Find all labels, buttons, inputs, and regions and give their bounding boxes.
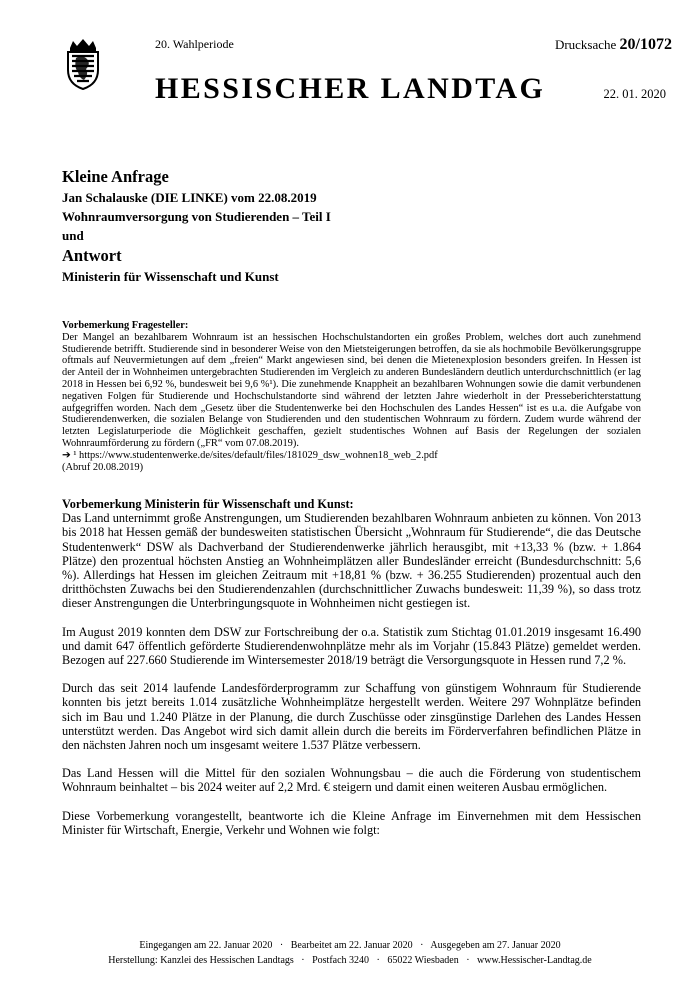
ministerin-paragraph-4: Das Land Hessen will die Mittel für den sozialen Wohnungsbau – die auch die Förderung von studentischem Wohnraum beinhaltet – bis 2024 weiter auf 2,2 Mrd. € steigern und damit einen weiteren Ausbau ermöglichen. (62, 766, 641, 795)
ministerin-paragraph-1: Das Land unternimmt große Anstrengungen, um Studierenden bezahlbaren Wohnraum anbieten zu können. Von 2013 bis 2018 hat Hessen gemäß der bundesweiten statistischen Übersicht „Wohnraum für Studierende“, die das Deutsche Studentenwerk“ DSW als Dachverband der Studierendenwerke jährlich herausgibt, mit +13,33 % (bzw. + 1.864 Plätze) den prozentual höchsten Anstieg an Wohnheimplätzen aller Bundesländer erreicht (Bundesdurchschnitt: 5,6 %). Allerdings hat Hessen im gleichen Zeitraum mit +18,81 % (bzw. + 36.255 Studierenden) prozentual auch den dritthöchsten Zuwachs bei den Studierendenzahlen (durchschnittlicher Zuwachs bundesweit: 11,39 %), so dass trotz dieser Anstrengungen die Unterbringungsquote in Wohnheimen nicht gestiegen ist. (62, 511, 641, 611)
answer-label: Antwort (62, 246, 122, 265)
topic-line: Wohnraumversorgung von Studierenden – Teil I (62, 209, 331, 224)
ministerin-paragraph-2: Im August 2019 konnten dem DSW zur Fortschreibung der o.a. Statistik zum Stichtag 01.01.2019 insgesamt 16.490 und damit 647 öffentlich geförderte Studierendenwohnplätze mehr als im Vorjahr (15.843 Plätze) gemeldet werden. Bezogen auf 227.660 Studierende im Wintersemester 2018/19 beträgt die Versorgungsquote in Hessen rund 7,2 %. (62, 624, 641, 668)
footnote (62, 450, 641, 462)
footer-line-2: Herstellung: Kanzlei des Hessischen Landtags · Postfach 3240 · 65022 Wiesbaden · www.Hessischer-Landtag.de (108, 955, 592, 966)
ministerin-section (62, 497, 641, 851)
footnote-link[interactable]: ¹ https://www.studentenwerke.de/sites/default/files/181029_dsw_wohnen18_web_2.pdf (73, 449, 438, 461)
hessen-crest-icon (62, 38, 104, 90)
ministry-line: Ministerin für Wissenschaft und Kunst (62, 269, 279, 284)
footnote-date: (Abruf 20.08.2019) (62, 461, 144, 473)
ministerin-paragraph-3: Durch das seit 2014 laufende Landesförderprogramm zur Schaffung von günstigem Wohnraum für Studierende konnten bis jetzt bereits 1.014 zusätzliche Wohnheimplätze hergestellt werden. Weitere 297 Wohnplätze befinden sich im Bau und 1.240 Plätze in der Planung, die durch Zuschüsse oder zinsgünstige Darlehen des Landes Hessen unterstützt werden. Das Angebot wird sich damit allein durch die bereits im Förderverfahren befindlichen Plätze in den nächsten Jahren noch um insgesamt weitere 1.537 Plätze verbessern. (62, 681, 641, 753)
document-type: Kleine Anfrage (62, 167, 169, 186)
und-line: und (62, 228, 84, 243)
fragesteller-section (62, 320, 641, 473)
author-line: Jan Schalauske (DIE LINKE) vom 22.08.2019 (62, 190, 317, 205)
wahlperiode: 20. Wahlperiode (155, 37, 234, 51)
title-block (62, 166, 662, 286)
drucksache-label: Drucksache (554, 37, 617, 52)
ministerin-heading: Vorbemerkung Ministerin für Wissenschaft und Kunst: (62, 497, 354, 511)
drucksache (555, 36, 672, 54)
drucksache-number: 20/1072 (619, 36, 672, 53)
page-footer (0, 938, 700, 968)
fragesteller-heading: Vorbemerkung Fragesteller: (62, 320, 189, 331)
fragesteller-text: Der Mangel an bezahlbarem Wohnraum ist an hessischen Hochschulstandorten ein großes Problem, welches dort auch zunehmend Studierende betrifft. Studierende sind in besonderer Weise von den Mietsteigerungen betroffen, da sie als hochmobile Bevölkerungsgruppe oftmals auf Neuvermietungen auf dem „freien“ Markt angewiesen sind, bei denen die Mietenexplosion besonders greifen. In Hessen ist der Anteil der in Wohnheimen untergebrachten Studierenden im Vergleich zu anderen Bundesländern deutlich unterdurchschnittlich (er lag 2018 in Hessen bei 6,92 %, bundesweit bei 9,6 %¹). Die zunehmende Knappheit an bezahlbaren Wohnungen sowie die damit verbundenen negativen Folgen für Studierende und Hochschulstandorte sind während der letzten Jahre wiederholt in der Presseberichterstattung aufgegriffen worden. Nach dem „Gesetz über die Studentenwerke bei den Hochschulen des Landes Hessen“ ist es u.a. die Aufgabe von Studierendenwerken, die sozialen Belange von Studierenden und den studentischen Wohnraum zu fördern. Zudem wurde während der letzten Legislaturperiode die Möglichkeit geschaffen, gezielt studentisches Wohnen auf Basis der Regelungen der sozialen Wohnraumförderung zu fördern („FR“ vom 07.08.2019). (62, 331, 641, 449)
ministerin-paragraph-5: Diese Vorbemerkung vorangestellt, beantworte ich die Kleine Anfrage im Einvernehmen mit dem Hessischen Minister für Wirtschaft, Energie, Verkehr und Wohnen wie folgt: (62, 808, 641, 837)
document-date: 22. 01. 2020 (603, 87, 666, 101)
parliament-title: HESSISCHER LANDTAG (155, 72, 546, 105)
arrow-right-icon: ➔ (62, 449, 71, 461)
footer-line-1: Eingegangen am 22. Januar 2020 · Bearbeitet am 22. Januar 2020 · Ausgegeben am 27. Januar 2020 (139, 940, 561, 951)
